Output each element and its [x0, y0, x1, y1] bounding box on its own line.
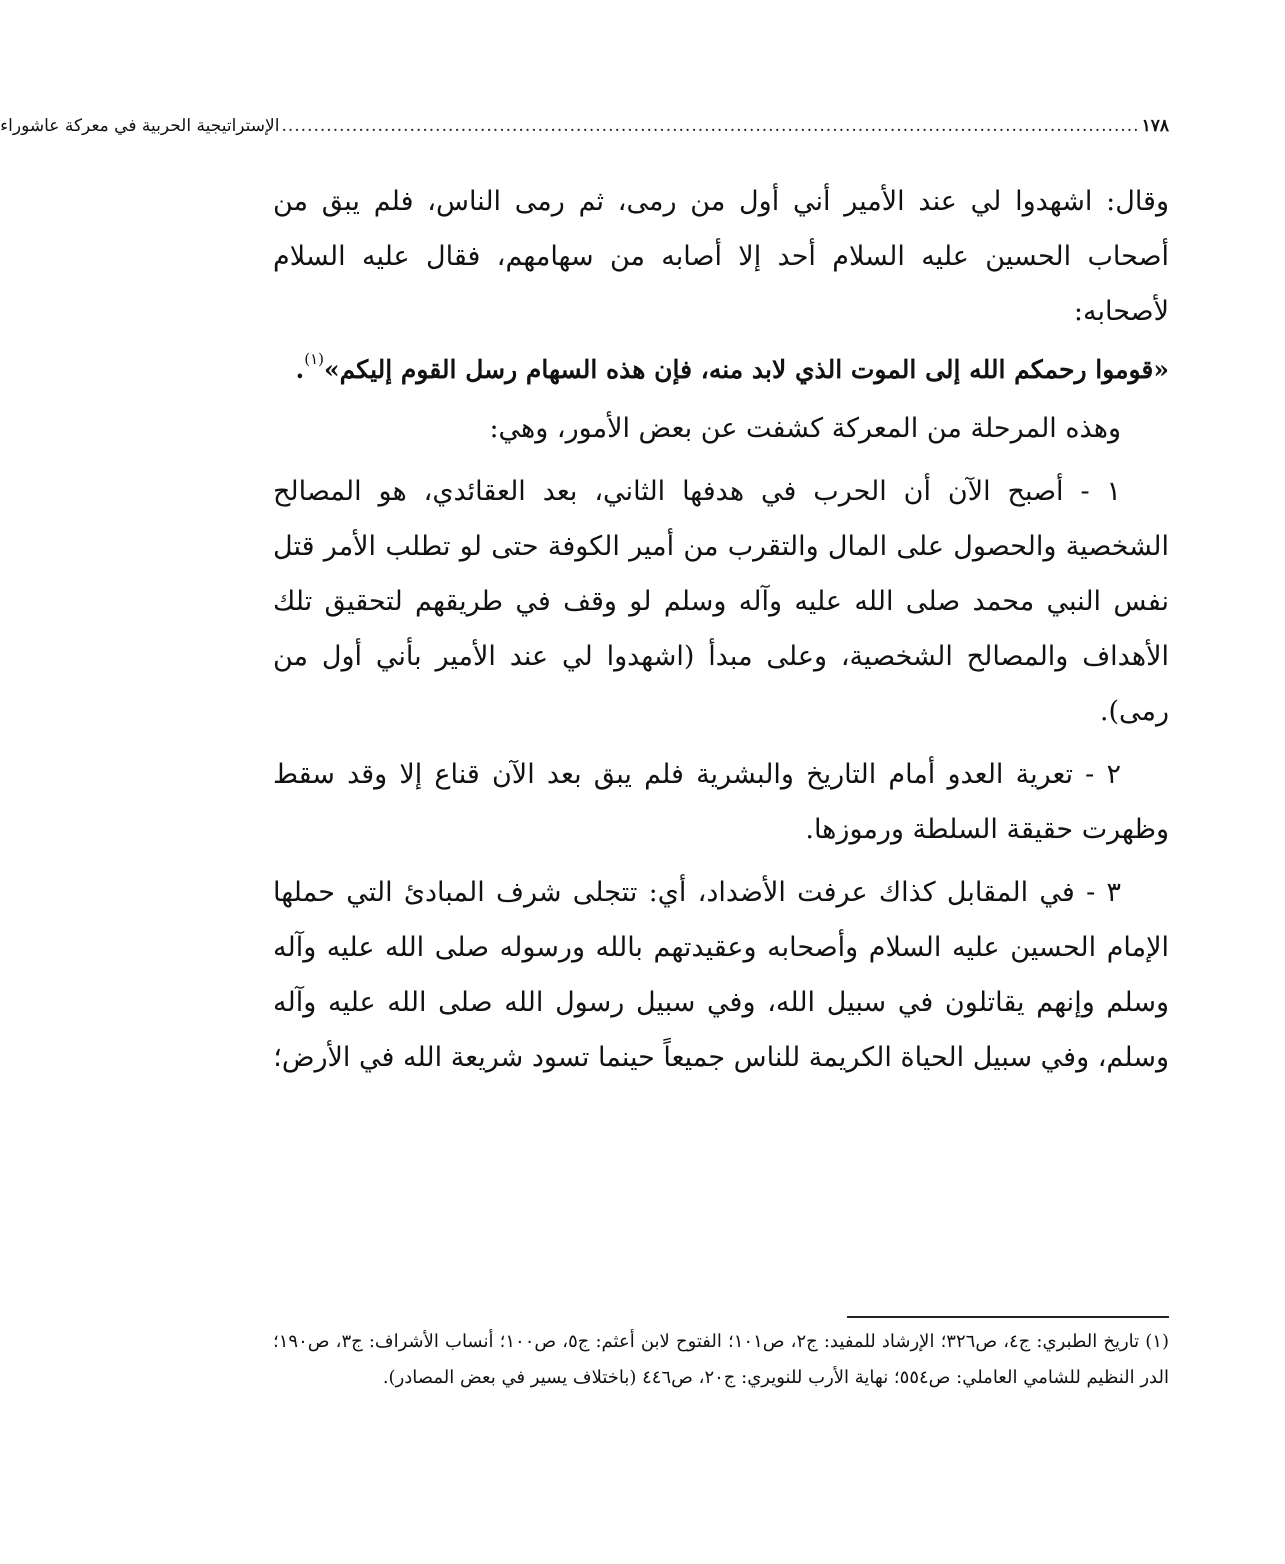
point-2: ٢ - تعرية العدو أمام التاريخ والبشرية فلم يبق بعد الآن قناع إلا وقد سقط وظهرت حقيقة السلطة ورموزها. [273, 759, 1169, 845]
footnote-1: (١) تاريخ الطبري: ج٤، ص٣٢٦؛ الإرشاد للمفيد: ج٢، ص١٠١؛ الفتوح لابن أعثم: ج٥، ص١٠٠؛ أنساب الأشراف: ج٣، ص١٩٠؛ الدر النظيم للشامي العاملي: ص٥٥٤؛ نهاية الأرب للنويري: ج٢٠، ص٤٤٦ (باختلاف يسير في بعض المصادر). [273, 1331, 1169, 1388]
running-header [0, 112, 1169, 140]
intro-paragraph: وهذه المرحلة من المعركة كشفت عن بعض الأمور، وهي: [489, 413, 1121, 444]
quote-block [273, 345, 1169, 395]
footnote-divider [847, 1316, 1169, 1318]
footnotes [273, 1324, 1169, 1396]
paragraph-1: وقال: اشهدوا لي عند الأمير أني أول من رمى، ثم رمى الناس، فلم يبق من أصحاب الحسين عليه السلام أحد إلا أصابه من سهامهم، فقال عليه السلام لأصحابه: [273, 186, 1169, 327]
page-number: ١٧٨ [1141, 116, 1169, 136]
leader-dots: ...................................................................................................................................... [281, 116, 1140, 136]
book-page [0, 112, 1169, 1512]
book-title: الإستراتيجية الحربية في معركة عاشوراء [0, 116, 280, 136]
point-1: ١ - أصبح الآن أن الحرب في هدفها الثاني، بعد العقائدي، هو المصالح الشخصية والحصول على المال والتقرب من أمير الكوفة حتى لو تطلب الأمر قتل نفس النبي محمد صلى الله عليه وآله وسلم لو وقف في طريقهم لتحقيق تلك الأهداف والمصالح الشخصية، وعلى مبدأ (اشهدوا لي عند الأمير بأني أول من رمى). [273, 476, 1169, 727]
quote-end: . [295, 355, 305, 384]
footnote-ref[interactable]: (١) [304, 350, 325, 368]
main-text [273, 174, 1169, 1085]
quote-text: «قوموا رحمكم الله إلى الموت الذي لابد منه، فإن هذه السهام رسل القوم إليكم» [324, 355, 1169, 384]
point-3: ٣ - في المقابل كذاك عرفت الأضداد، أي: تتجلى شرف المبادئ التي حملها الإمام الحسين عليه السلام وأصحابه وعقيدتهم بالله ورسوله صلى الله عليه وآله وسلم وإنهم يقاتلون في سبيل الله، وفي سبيل رسول الله صلى الله عليه وآله وسلم، وفي سبيل الحياة الكريمة للناس جميعاً حينما تسود شريعة الله في الأرض؛ [273, 877, 1169, 1073]
